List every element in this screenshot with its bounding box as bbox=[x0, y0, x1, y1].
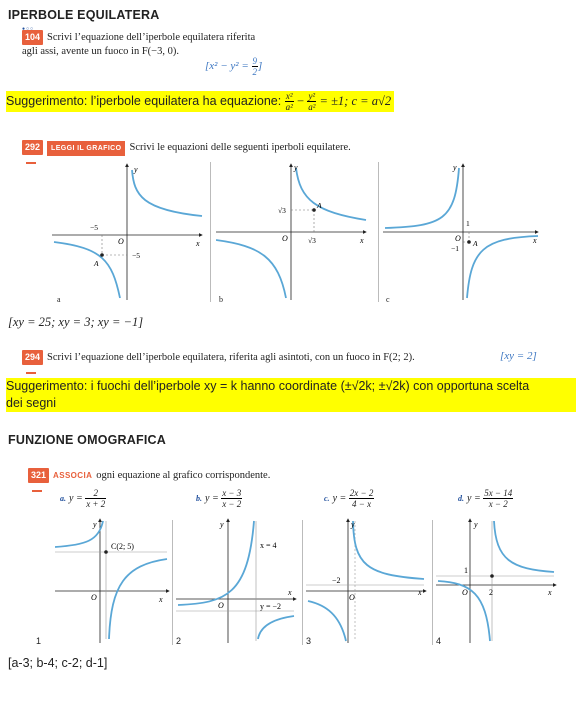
graph-label-c: c bbox=[386, 295, 390, 304]
hint-prefix: Suggerimento: l’iperbole equilatera ha equazione: bbox=[6, 93, 285, 108]
tick-x-label: −5 bbox=[90, 223, 98, 232]
exercise-text: Scrivi l’equazione dell’iperbole equilatera, riferita agli asintoti, con un fuoco in F(2; 2). bbox=[47, 352, 415, 363]
option-num: 2 bbox=[85, 488, 106, 499]
exercise-number: 321 bbox=[28, 468, 49, 483]
curve-branch-2 bbox=[494, 521, 554, 572]
exercise-text: Scrivi le equazioni delle seguenti iperboli equilatere. bbox=[129, 142, 351, 153]
divider bbox=[432, 520, 433, 645]
option-den: x − 2 bbox=[488, 499, 508, 509]
point-a bbox=[100, 253, 104, 257]
graph-label-4: 4 bbox=[436, 636, 442, 646]
point-label: A bbox=[94, 259, 99, 268]
x-axis-label: x bbox=[360, 236, 364, 245]
section-title-iperbole: IPERBOLE EQUILATERA bbox=[8, 8, 160, 22]
answer-292: [xy = 25; xy = 3; xy = −1] bbox=[8, 315, 144, 329]
red-mark bbox=[32, 490, 42, 492]
tag-associa: ASSOCIA bbox=[53, 471, 93, 480]
x-axis-label: x bbox=[196, 239, 200, 248]
hyperbola-branch-2 bbox=[54, 242, 120, 298]
hyperbola-branch-2 bbox=[216, 240, 286, 298]
hyperbola-branch-2 bbox=[467, 236, 538, 298]
graph-b bbox=[216, 160, 376, 302]
graph-4 bbox=[436, 515, 561, 645]
answer-104: [x² − y² = $\frac{9}{2}$ ] bbox=[205, 56, 263, 77]
red-mark bbox=[26, 162, 36, 164]
option-b bbox=[196, 488, 242, 509]
graph-label-3: 3 bbox=[306, 636, 312, 646]
hint-suffix: = ±1; c = a√2 bbox=[316, 93, 392, 108]
option-den: x − 2 bbox=[222, 499, 242, 509]
graph-1 bbox=[55, 515, 175, 645]
option-num: x − 3 bbox=[222, 488, 242, 498]
option-den: x + 2 bbox=[86, 499, 106, 509]
option-label: a. bbox=[60, 493, 66, 503]
answer-294: [xy = 2] bbox=[500, 350, 537, 362]
point-a bbox=[467, 240, 471, 244]
asymptote-v-label: x = 4 bbox=[260, 541, 277, 550]
option-den: 4 − x bbox=[352, 499, 372, 509]
divider bbox=[302, 520, 303, 645]
option-d bbox=[458, 488, 513, 509]
point-label: A bbox=[317, 201, 322, 210]
answer-lhs: x² − y² = bbox=[209, 60, 252, 73]
curve-branch-1 bbox=[308, 601, 346, 641]
point-c-label: C(2; 5) bbox=[111, 542, 134, 551]
option-num: 2x − 2 bbox=[349, 488, 374, 498]
exercise-number: 294 bbox=[22, 350, 43, 365]
hyperbola-branch-1 bbox=[296, 168, 366, 220]
option-lhs: y = bbox=[205, 492, 219, 504]
answer-den: 2 bbox=[252, 67, 257, 77]
origin-label: O bbox=[282, 234, 288, 243]
option-label: c. bbox=[324, 493, 330, 503]
graph-label-1: 1 bbox=[36, 636, 42, 646]
tick-y-label: √3 bbox=[278, 206, 286, 215]
point-c bbox=[104, 550, 108, 554]
graph-3 bbox=[306, 515, 431, 645]
asymptote-v-label: 2 bbox=[489, 588, 493, 597]
asymptote-h-label: y = −2 bbox=[260, 602, 282, 611]
origin-label: O bbox=[118, 237, 124, 246]
option-label: b. bbox=[196, 493, 202, 503]
y-axis-label: y bbox=[93, 520, 97, 529]
y-axis-label: y bbox=[134, 165, 138, 174]
exercise-294 bbox=[22, 350, 415, 365]
divider bbox=[378, 162, 379, 302]
graph-label-a: a bbox=[57, 295, 61, 304]
y-axis-label: y bbox=[294, 163, 298, 172]
y-axis-label: y bbox=[474, 520, 478, 529]
exercise-292 bbox=[22, 140, 351, 156]
hint-line1: Suggerimento: i fuochi dell’iperbole xy = k hanno coordinate (±√2k; ±√2k) con opportuna scelta bbox=[6, 379, 530, 393]
option-lhs: y = bbox=[69, 492, 83, 504]
x-axis-label: x bbox=[418, 588, 422, 597]
exercise-104 bbox=[22, 27, 256, 58]
exercise-321 bbox=[28, 468, 270, 483]
tick-x-label: −1 bbox=[451, 244, 459, 253]
asymptote-h-label: 1 bbox=[464, 566, 468, 575]
divider bbox=[172, 520, 173, 645]
hint-frac1-num: x² bbox=[285, 91, 293, 101]
exercise-text-line1: Scrivi l’equazione dell’iperbole equilatera riferita bbox=[47, 32, 256, 43]
graph-label-2: 2 bbox=[176, 636, 182, 646]
tick-y-label: −5 bbox=[132, 251, 140, 260]
hint-frac2-num: y² bbox=[308, 91, 316, 101]
center-point bbox=[490, 574, 494, 578]
y-axis-label: y bbox=[351, 520, 355, 529]
tag-leggi-grafico: LEGGI IL GRAFICO bbox=[47, 141, 125, 156]
graph-c bbox=[383, 160, 543, 302]
curve-branch-2 bbox=[258, 616, 294, 639]
divider bbox=[210, 162, 211, 302]
x-axis-label: x bbox=[548, 588, 552, 597]
answer-num: 9 bbox=[252, 56, 257, 66]
option-lhs: y = bbox=[332, 492, 347, 504]
hint-minus: − bbox=[293, 93, 308, 108]
exercise-number: 104 bbox=[22, 30, 43, 45]
option-lhs: y = bbox=[467, 492, 481, 504]
answer-321: [a-3; b-4; c-2; d-1] bbox=[8, 656, 108, 670]
origin-label: O bbox=[462, 588, 468, 597]
hint-foci bbox=[6, 378, 576, 412]
graph-label-b: b bbox=[219, 295, 223, 304]
red-mark bbox=[26, 372, 36, 374]
option-label: d. bbox=[458, 493, 464, 503]
exercise-text: ogni equazione al grafico corrispondente. bbox=[96, 470, 271, 481]
x-axis-label: x bbox=[159, 595, 163, 604]
hyperbola-branch-1 bbox=[385, 168, 459, 228]
exercise-text-line2: agli assi, avente un fuoco in F(−3, 0). bbox=[22, 46, 179, 57]
exercise-number: 292 bbox=[22, 140, 43, 155]
y-axis-label: y bbox=[453, 163, 457, 172]
curve-branch-1 bbox=[178, 521, 254, 605]
y-axis-label: y bbox=[220, 520, 224, 529]
graph-2 bbox=[176, 515, 301, 645]
option-num: 5x − 14 bbox=[484, 488, 513, 498]
hyperbola-branch-1 bbox=[132, 170, 202, 216]
origin-label: O bbox=[455, 234, 461, 243]
asymptote-h-label: −2 bbox=[332, 576, 341, 585]
section-title-omografica: FUNZIONE OMOGRAFICA bbox=[8, 433, 166, 447]
x-axis-label: x bbox=[533, 236, 537, 245]
tick-x-label: √3 bbox=[308, 236, 316, 245]
origin-label: O bbox=[349, 593, 355, 602]
curve-branch-2 bbox=[353, 521, 424, 579]
tick-y-label: 1 bbox=[466, 219, 470, 228]
graph-a bbox=[52, 160, 210, 302]
origin-label: O bbox=[218, 601, 224, 610]
x-axis-label: x bbox=[288, 588, 292, 597]
hint-frac2-den: a² bbox=[308, 102, 316, 112]
point-a bbox=[312, 208, 316, 212]
hint-equilateral bbox=[6, 91, 394, 112]
hint-line2: dei segni bbox=[6, 396, 57, 410]
option-a bbox=[60, 488, 106, 509]
point-label: A bbox=[473, 239, 478, 248]
hint-frac1-den: a² bbox=[285, 102, 293, 112]
origin-label: O bbox=[91, 593, 97, 602]
option-c bbox=[324, 488, 374, 509]
difficulty-dots: ●○○ bbox=[22, 27, 35, 32]
